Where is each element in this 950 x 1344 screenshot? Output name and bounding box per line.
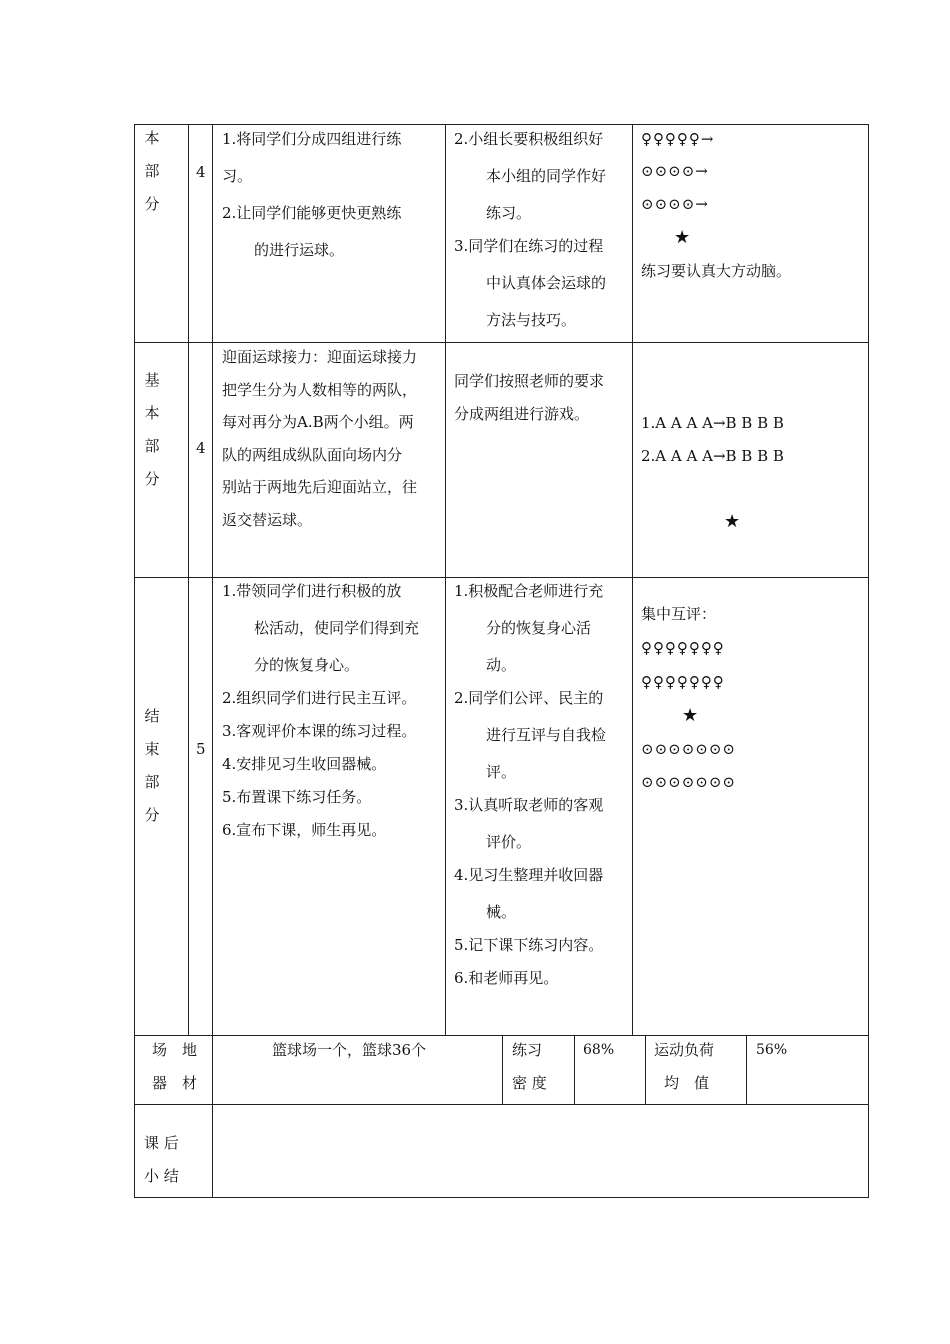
col-divider-teacher xyxy=(445,124,446,1035)
list-item: 2.同学们公评、民主的 进行互评与自我检 评。 xyxy=(454,689,607,781)
section-label: 本 部 分 xyxy=(144,129,160,213)
list-item: 1.带领同学们进行积极的放 松活动，使同学们得到充 分的恢复身心。 xyxy=(222,582,420,674)
col-divider-section xyxy=(188,124,189,1035)
list-item: 6.宣布下课，师生再见。 xyxy=(222,821,387,839)
load-label: 运动负荷 xyxy=(654,1041,715,1059)
student-activity xyxy=(454,581,606,1001)
teacher-star-icon: ★ xyxy=(674,227,691,248)
venue-label: 场 地 xyxy=(152,1041,198,1059)
formation-line: ♀♀♀♀♀→ xyxy=(641,130,715,148)
list-item: 2.让同学们能够更快更熟练 的进行运球。 xyxy=(222,204,402,259)
summary-label: 小 结 xyxy=(144,1167,179,1185)
col-divider-minutes xyxy=(212,124,213,1198)
student-activity xyxy=(454,129,606,347)
formation-line: ⊙⊙⊙⊙⊙⊙⊙ xyxy=(641,773,736,791)
list-item: 2.组织同学们进行民主互评。 xyxy=(222,689,417,707)
list-item: 3.客观评价本课的练习过程。 xyxy=(222,722,417,740)
table-border-left xyxy=(134,124,135,1198)
list-item: 5.记下课下练习内容。 xyxy=(454,936,604,954)
formation-line: ⊙⊙⊙⊙→ xyxy=(641,195,709,213)
load-value: 56% xyxy=(756,1042,788,1058)
summary-label: 课 后 xyxy=(144,1134,179,1152)
density-label: 练习 xyxy=(512,1041,543,1059)
load-label: 均 值 xyxy=(664,1074,710,1092)
list-item: 4.见习生整理并收回器 械。 xyxy=(454,866,604,921)
teacher-activity xyxy=(222,581,419,853)
formation-title: 集中互评： xyxy=(641,605,717,623)
table-border-right xyxy=(868,124,869,1198)
table-border-bottom xyxy=(134,1197,869,1198)
list-item: 1.积极配合老师进行充 分的恢复身心活 动。 xyxy=(454,582,604,674)
minutes-value: 4 xyxy=(196,439,206,457)
teacher-star-icon: ★ xyxy=(724,511,741,532)
student-activity: 同学们按照老师的要求 分成两组进行游戏。 xyxy=(454,372,605,423)
venue-value: 篮球场一个，篮球36个 xyxy=(272,1041,427,1059)
list-item: 2.小组长要积极组织好 本小组的同学作好 练习。 xyxy=(454,130,607,222)
formation-line: ♀♀♀♀♀♀♀ xyxy=(641,673,725,691)
list-item: 4.安排见习生收回器械。 xyxy=(222,755,387,773)
formation-line: ⊙⊙⊙⊙⊙⊙⊙ xyxy=(641,740,736,758)
table-border-top xyxy=(134,124,869,125)
teacher-activity: 迎面运球接力：迎面运球接力 把学生分为人数相等的两队， 每对再分为A.B两个小组。两 队的两组成纵队面向场内分 别站于两地先后迎面站立，往 返交替运球。 xyxy=(222,348,418,529)
formation-line: ♀♀♀♀♀♀♀ xyxy=(641,639,725,657)
col-divider-student xyxy=(632,124,633,1035)
list-item: 3.认真听取老师的客观 评价。 xyxy=(454,796,604,851)
formation-line: ⊙⊙⊙⊙→ xyxy=(641,162,709,180)
footer-divider-4 xyxy=(746,1035,747,1105)
list-item: 6.和老师再见。 xyxy=(454,969,559,987)
section-label: 结 束 部 分 xyxy=(144,707,160,824)
density-label: 密 度 xyxy=(512,1074,547,1092)
list-item: 5.布置课下练习任务。 xyxy=(222,788,372,806)
list-item: 3.同学们在练习的过程 中认真体会运球的 方法与技巧。 xyxy=(454,237,607,329)
section-label: 基 本 部 分 xyxy=(144,371,160,488)
footer-divider-2 xyxy=(574,1035,575,1105)
teacher-activity xyxy=(222,129,401,277)
venue-label: 器 材 xyxy=(152,1074,198,1092)
list-item: 1.将同学们分成四组进行练 习。 xyxy=(222,130,402,185)
formation-line: 2.A A A A→B B B B xyxy=(641,447,784,465)
row-divider-2 xyxy=(134,577,869,578)
formation-note: 练习要认真大方动脑。 xyxy=(641,262,792,280)
formation-line: 1.A A A A→B B B B xyxy=(641,414,784,432)
summary-field[interactable] xyxy=(213,1105,868,1197)
footer-divider-1 xyxy=(502,1035,503,1105)
minutes-value: 5 xyxy=(196,740,206,758)
footer-divider-3 xyxy=(645,1035,646,1105)
minutes-value: 4 xyxy=(196,163,206,181)
density-value: 68% xyxy=(583,1042,615,1058)
teacher-star-icon: ★ xyxy=(682,705,699,726)
